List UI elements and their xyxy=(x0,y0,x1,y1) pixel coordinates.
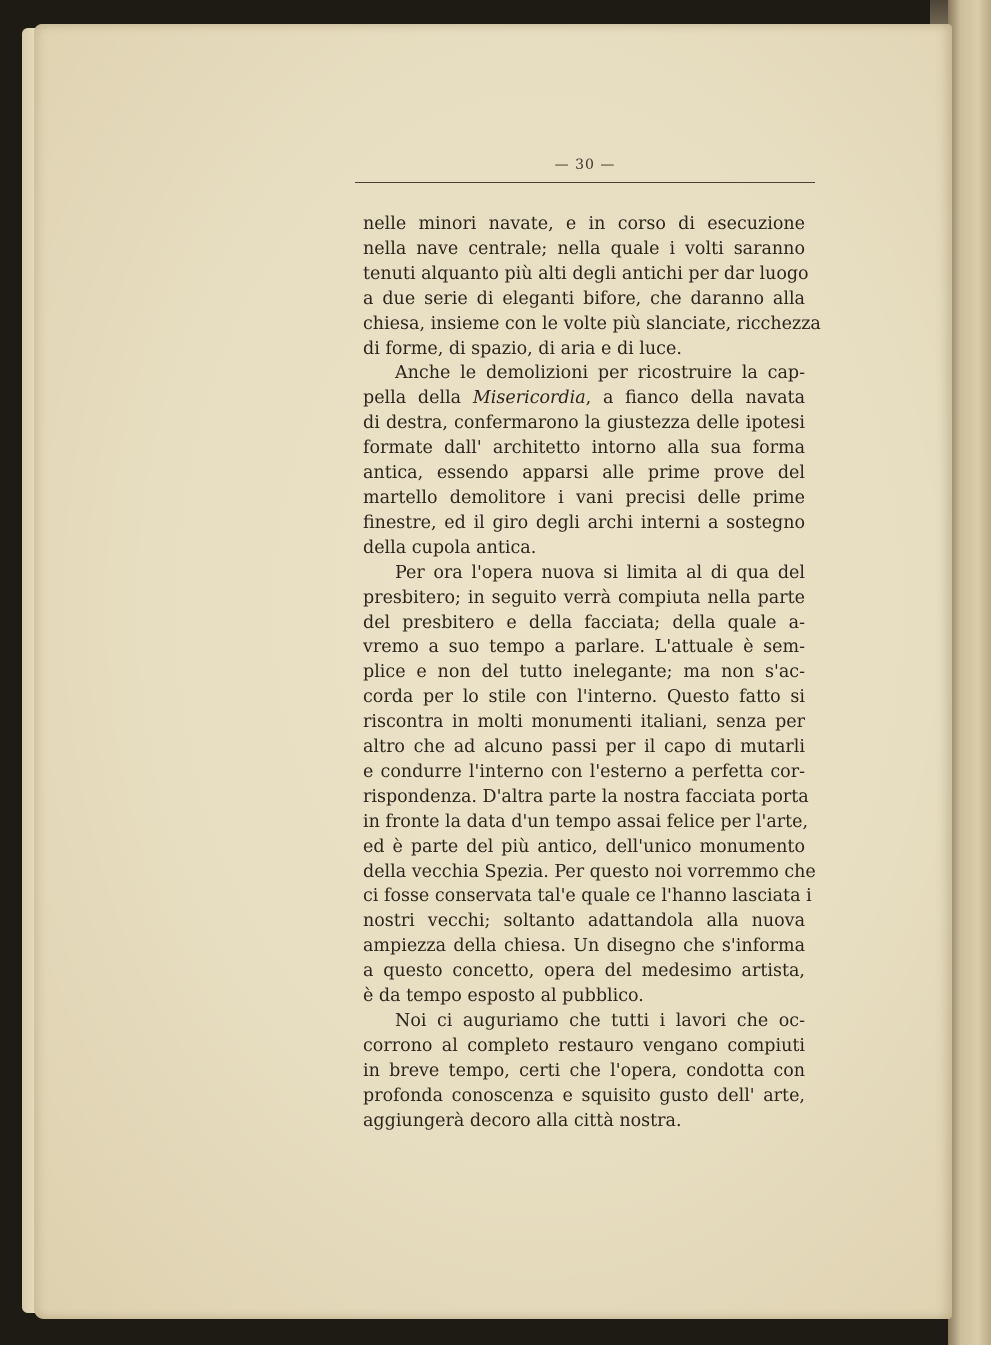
text-line: vremo a suo tempo a parlare. L'attuale è sem- xyxy=(363,637,805,658)
text-line: a due serie di eleganti bifore, che daranno alla xyxy=(363,288,805,309)
text-line: chiesa, insieme con le volte più slanciate, ricchezza xyxy=(363,313,821,334)
text-line: presbitero; in seguito verrà compiuta nella parte xyxy=(363,587,805,608)
paragraph xyxy=(363,212,821,361)
paragraph xyxy=(363,1009,805,1134)
text-line: di forme, di spazio, di aria e di luce. xyxy=(363,338,682,359)
text-line: profonda conoscenza e squisito gusto dell' arte, xyxy=(363,1085,805,1106)
adjacent-page-edge xyxy=(948,0,991,1345)
text-line: della vecchia Spezia. Per questo noi vorremmo che xyxy=(363,861,816,882)
text-line: Per ora l'opera nuova si limita al di qua del xyxy=(395,562,805,583)
text-line: in fronte la data d'un tempo assai felice per l'arte, xyxy=(363,811,809,832)
text-line: a questo concetto, opera del medesimo artista, xyxy=(363,961,805,982)
text-line: corda per lo stile con l'interno. Questo fatto si xyxy=(363,687,805,708)
text-line: nelle minori navate, e in corso di esecuzione xyxy=(363,214,805,234)
text-line: martello demolitore i vani precisi delle prime xyxy=(363,487,805,508)
text-line: ed è parte del più antico, dell'unico monumento xyxy=(363,836,805,857)
text-line: finestre, ed il giro degli archi interni a sostegno xyxy=(363,512,805,533)
text-line: è da tempo esposto al pubblico. xyxy=(363,986,644,1007)
body-text xyxy=(363,212,821,1134)
text-line: plice e non del tutto inelegante; ma non s'ac- xyxy=(363,662,805,683)
text-line: rispondenza. D'altra parte la nostra facciata porta xyxy=(363,786,809,807)
header-rule xyxy=(355,182,815,183)
text-line: formate dall' architetto intorno alla sua forma xyxy=(363,438,805,459)
text-line: antica, essendo apparsi alle prime prove del xyxy=(363,463,805,484)
text-line: di destra, confermarono la giustezza delle ipotesi xyxy=(363,413,805,434)
text-line: in breve tempo, certi che l'opera, condotta con xyxy=(363,1060,805,1081)
text-line: Noi ci auguriamo che tutti i lavori che oc- xyxy=(395,1011,805,1031)
text-line: Anche le demolizioni per ricostruire la cap- xyxy=(395,363,805,384)
text-line: aggiungerà decoro alla città nostra. xyxy=(363,1110,682,1131)
text-line: riscontra in molti monumenti italiani, senza per xyxy=(363,712,805,733)
text-line: ampiezza della chiesa. Un disegno che s'informa xyxy=(363,936,805,957)
text-line: della cupola antica. xyxy=(363,537,537,558)
text-line: altro che ad alcuno passi per il capo di mutarli xyxy=(363,737,805,758)
text-line: nella nave centrale; nella quale i volti saranno xyxy=(363,238,805,259)
paragraph xyxy=(363,561,816,1009)
text-line: nostri vecchi; soltanto adattandola alla nuova xyxy=(363,911,805,932)
text-line: pella della Misericordia, a fianco della navata xyxy=(363,388,806,409)
text-line: e condurre l'interno con l'esterno a perfetta cor- xyxy=(363,761,805,782)
paragraph xyxy=(363,361,805,560)
text-line: corrono al completo restauro vengano compiuti xyxy=(363,1035,805,1056)
text-line: ci fosse conservata tal'e quale ce l'hanno lasciata i xyxy=(363,886,812,907)
text-line: tenuti alquanto più alti degli antichi per dar luogo xyxy=(363,263,809,284)
text-line: del presbitero e della facciata; della quale a- xyxy=(363,612,805,633)
page-number: — 30 — xyxy=(554,157,616,173)
italic-term: Misericordia xyxy=(472,388,586,409)
